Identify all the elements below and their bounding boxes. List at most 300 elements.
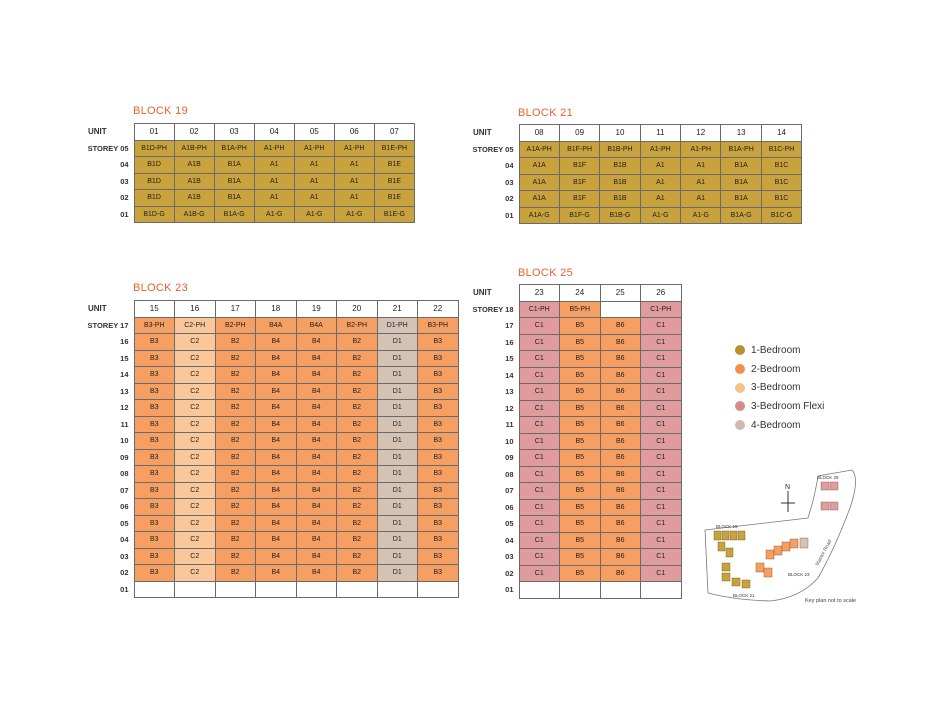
storey-row (84, 466, 458, 483)
unit-type-cell: C1 (641, 516, 682, 533)
unit-type-cell: B2 (337, 334, 378, 351)
unit-type-cell: B1C-PH (761, 141, 801, 158)
unit-type-cell: D1 (377, 350, 418, 367)
unit-type-cell: B1A (214, 157, 254, 174)
unit-number: 09 (559, 125, 599, 142)
storey-label: 11 (469, 417, 519, 434)
unit-type-cell: B2 (337, 482, 378, 499)
unit-type-cell: A1 (681, 191, 721, 208)
unit-type-cell: B4 (296, 416, 337, 433)
unit-type-cell: A1-PH (294, 140, 334, 157)
unit-type-cell: B6 (600, 433, 641, 450)
unit-type-cell (337, 581, 378, 598)
unit-type-cell (215, 581, 256, 598)
storey-row (84, 173, 415, 190)
storey-label: STOREY 05 (84, 140, 134, 157)
unit-type-cell: A1-PH (254, 140, 294, 157)
unit-type-cell: C2 (175, 383, 216, 400)
unit-type-cell: B4 (296, 548, 337, 565)
unit-type-cell: C1 (519, 433, 560, 450)
unit-type-cell: B5 (560, 318, 601, 335)
unit-type-cell: B2 (337, 532, 378, 549)
storey-label: 04 (84, 157, 134, 174)
unit-type-cell: B3 (134, 466, 175, 483)
legend-item-1br (735, 341, 824, 360)
unit-type-cell: B2 (215, 532, 256, 549)
unit-type-cell: A1 (294, 157, 334, 174)
unit-type-cell: B2 (337, 548, 378, 565)
unit-type-cell: C1 (519, 532, 560, 549)
unit-number: 11 (640, 125, 680, 142)
unit-number: 17 (215, 301, 256, 318)
unit-type-cell: B2 (215, 482, 256, 499)
unit-type-cell: A1 (334, 173, 374, 190)
unit-type-cell: B1A (721, 158, 761, 175)
storey-row (469, 549, 681, 566)
unit-type-cell: B5 (560, 532, 601, 549)
unit-type-cell: B1D (134, 157, 174, 174)
unit-type-cell: B6 (600, 417, 641, 434)
block-21-title: BLOCK 21 (518, 107, 573, 119)
block-19-table (84, 123, 415, 223)
storey-label: 02 (84, 565, 134, 582)
unit-type-cell: D1 (377, 367, 418, 384)
unit-type-cell: B1E (374, 173, 414, 190)
unit-type-cell: C1 (519, 516, 560, 533)
north-arrow-icon (781, 491, 795, 512)
unit-type-cell: B5 (560, 433, 601, 450)
storey-row (469, 433, 681, 450)
unit-type-cell: A1-PH (334, 140, 374, 157)
unit-type-cell: B1E-PH (374, 140, 414, 157)
unit-type-cell: B1A (721, 191, 761, 208)
unit-type-cell: B4 (296, 433, 337, 450)
storey-row (469, 582, 681, 599)
unit-type-cell: B6 (600, 334, 641, 351)
unit-type-cell: B4 (256, 466, 297, 483)
unit-type-cell: C1 (519, 367, 560, 384)
unit-type-cell: B2 (215, 416, 256, 433)
unit-type-cell: B4 (256, 449, 297, 466)
unit-type-cell: A1 (294, 173, 334, 190)
unit-type-cell: A1-G (334, 206, 374, 223)
unit-type-cell: A1A (519, 174, 559, 191)
unit-type-cell: B3 (418, 565, 459, 582)
storey-label: STOREY 05 (469, 141, 519, 158)
storey-label: 15 (84, 350, 134, 367)
unit-type-cell: B4 (256, 565, 297, 582)
unit-number: 18 (256, 301, 297, 318)
storey-label: 12 (469, 400, 519, 417)
unit-type-cell (377, 581, 418, 598)
storey-label: 10 (469, 433, 519, 450)
storey-row (84, 367, 458, 384)
keyplan-block21-label: BLOCK 21 (733, 593, 755, 598)
unit-type-cell: C1 (641, 367, 682, 384)
unit-type-cell: A1-PH (681, 141, 721, 158)
unit-type-cell: C2 (175, 565, 216, 582)
block-21-table (469, 124, 802, 224)
unit-type-cell: B3 (134, 433, 175, 450)
unit-type-cell: C2 (175, 482, 216, 499)
unit-type-cell: D1 (377, 334, 418, 351)
legend-label: 1-Bedroom (751, 344, 801, 356)
unit-type-cell: B3 (418, 367, 459, 384)
unit-type-cell: A1A-PH (519, 141, 559, 158)
unit-type-cell: A1B-PH (174, 140, 214, 157)
key-plan-map (700, 468, 890, 613)
storey-label: 04 (84, 532, 134, 549)
storey-row (469, 450, 681, 467)
storey-label: 02 (469, 191, 519, 208)
unit-type-cell: B1F-PH (559, 141, 599, 158)
storey-label: 02 (469, 565, 519, 582)
storey-label: 08 (84, 466, 134, 483)
unit-type-cell: B1A (721, 174, 761, 191)
legend-dot (735, 345, 745, 355)
legend-label: 3-Bedroom Flexi (751, 400, 825, 412)
unit-type-cell: B1F (559, 158, 599, 175)
storey-label: 03 (84, 173, 134, 190)
unit-type-cell: B5 (560, 549, 601, 566)
unit-type-cell: C1 (641, 400, 682, 417)
unit-type-cell: B1F-G (559, 207, 599, 224)
unit-type-cell: B4A (296, 317, 337, 334)
unit-type-cell: C2 (175, 499, 216, 516)
unit-type-cell: A1-G (640, 207, 680, 224)
unit-number: 03 (214, 124, 254, 141)
storey-row (469, 351, 681, 368)
storey-row (469, 334, 681, 351)
unit-type-cell: B4 (296, 400, 337, 417)
unit-type-cell: C1 (641, 433, 682, 450)
legend-item-4br (735, 416, 824, 435)
unit-type-cell: B3 (134, 416, 175, 433)
unit-type-cell: A1 (640, 158, 680, 175)
unit-type-cell: B3 (418, 449, 459, 466)
unit-type-cell: B1A-PH (214, 140, 254, 157)
unit-type-cell: B2 (337, 367, 378, 384)
unit-type-cell: B3 (418, 334, 459, 351)
unit-number: 14 (761, 125, 801, 142)
unit-type-cell: B2 (337, 466, 378, 483)
storey-row (469, 499, 681, 516)
storey-row (469, 207, 802, 224)
unit-type-cell (134, 581, 175, 598)
unit-type-cell: B2 (215, 449, 256, 466)
storey-row (469, 532, 681, 549)
unit-label: UNIT (84, 301, 134, 318)
unit-type-cell: B6 (600, 351, 641, 368)
unit-type-cell: C1 (641, 334, 682, 351)
unit-type-cell: B1B-G (600, 207, 640, 224)
unit-type-cell: D1 (377, 532, 418, 549)
storey-label: 16 (469, 334, 519, 351)
unit-number: 06 (334, 124, 374, 141)
unit-type-cell: B3 (134, 400, 175, 417)
unit-type-cell: C1 (519, 334, 560, 351)
unit-type-cell: C1 (641, 384, 682, 401)
unit-type-cell: B3 (418, 383, 459, 400)
unit-type-cell: B4 (296, 334, 337, 351)
block-25-table (469, 284, 682, 599)
storey-row (84, 581, 458, 598)
storey-row (469, 301, 681, 318)
storey-label: 07 (469, 483, 519, 500)
keyplan-note: Key plan not to scale (805, 598, 857, 604)
unit-type-cell: B5 (560, 400, 601, 417)
unit-type-cell: B5 (560, 516, 601, 533)
storey-label: 03 (84, 548, 134, 565)
unit-type-cell: B3 (418, 433, 459, 450)
storey-label: 08 (469, 466, 519, 483)
unit-header-row (84, 301, 458, 318)
unit-type-cell: B4 (296, 367, 337, 384)
storey-label: 01 (84, 581, 134, 598)
unit-type-cell: B5-PH (560, 301, 601, 318)
unit-type-cell: B1C (761, 158, 801, 175)
storey-label: STOREY 17 (84, 317, 134, 334)
unit-type-cell: D1 (377, 499, 418, 516)
unit-type-cell: C1 (641, 417, 682, 434)
unit-number: 21 (377, 301, 418, 318)
unit-type-cell: B3 (134, 532, 175, 549)
unit-type-cell: B6 (600, 532, 641, 549)
unit-type-cell: A1 (254, 190, 294, 207)
unit-type-cell: B5 (560, 367, 601, 384)
unit-type-cell: C1 (641, 450, 682, 467)
unit-label: UNIT (469, 125, 519, 142)
unit-type-cell: B1B (600, 158, 640, 175)
legend-dot (735, 383, 745, 393)
unit-type-cell: B3 (418, 532, 459, 549)
unit-type-cell: B3 (134, 499, 175, 516)
storey-label: STOREY 18 (469, 301, 519, 318)
storey-label: 10 (84, 433, 134, 450)
unit-number: 22 (418, 301, 459, 318)
keyplan-block23-label: BLOCK 23 (788, 572, 810, 577)
storey-label: 03 (469, 174, 519, 191)
unit-type-cell: B3 (134, 449, 175, 466)
unit-type-cell: B3 (418, 400, 459, 417)
storey-row (84, 433, 458, 450)
unit-number: 07 (374, 124, 414, 141)
storey-row (469, 565, 681, 582)
unit-type-cell: B2 (337, 449, 378, 466)
unit-type-cell: C2 (175, 515, 216, 532)
unit-type-cell: B1D-PH (134, 140, 174, 157)
unit-type-cell: B4 (296, 383, 337, 400)
storey-row (469, 384, 681, 401)
unit-type-cell (519, 582, 560, 599)
unit-type-cell: B6 (600, 499, 641, 516)
unit-type-cell: B2 (337, 565, 378, 582)
legend-item-2br (735, 360, 824, 379)
unit-type-cell: B2 (215, 383, 256, 400)
unit-type-cell: B5 (560, 417, 601, 434)
unit-header-row (84, 124, 415, 141)
unit-type-cell: B4 (256, 532, 297, 549)
unit-type-cell: C2 (175, 334, 216, 351)
storey-label: 06 (84, 499, 134, 516)
unit-type-cell: A1-G (294, 206, 334, 223)
north-label: N (785, 484, 791, 491)
storey-label: 17 (469, 318, 519, 335)
unit-number: 24 (560, 285, 601, 302)
storey-row (84, 548, 458, 565)
legend-label: 2-Bedroom (751, 363, 801, 375)
keyplan-road-label: Mactor Road (814, 538, 834, 567)
legend-label: 4-Bedroom (751, 419, 801, 431)
storey-label: 14 (84, 367, 134, 384)
unit-type-cell: B4 (296, 449, 337, 466)
keyplan-block25-label: BLOCK 25 (817, 475, 839, 480)
storey-label: 13 (84, 383, 134, 400)
unit-type-cell: B2 (215, 367, 256, 384)
keyplan-block19-label: BLOCK 19 (716, 524, 738, 529)
unit-type-cell: A1 (681, 174, 721, 191)
unit-type-cell: A1 (294, 190, 334, 207)
storey-row (469, 400, 681, 417)
unit-type-cell: B6 (600, 549, 641, 566)
storey-row (469, 417, 681, 434)
unit-type-cell: B3 (418, 466, 459, 483)
unit-type-cell: B1E-G (374, 206, 414, 223)
unit-number: 05 (294, 124, 334, 141)
legend-label: 3-Bedroom (751, 382, 801, 394)
storey-row (84, 350, 458, 367)
unit-type-cell: B2 (215, 433, 256, 450)
unit-type-cell: B1B-PH (600, 141, 640, 158)
unit-type-cell: A1 (640, 191, 680, 208)
unit-number: 04 (254, 124, 294, 141)
unit-type-cell: B3 (418, 548, 459, 565)
unit-type-cell: C1 (519, 466, 560, 483)
unit-type-cell: B6 (600, 400, 641, 417)
storey-row (469, 191, 802, 208)
unit-type-cell: B4 (256, 350, 297, 367)
storey-row (84, 565, 458, 582)
unit-type-cell: B3 (134, 515, 175, 532)
unit-type-cell: C2 (175, 449, 216, 466)
storey-label: 16 (84, 334, 134, 351)
unit-type-cell: C2 (175, 367, 216, 384)
unit-type-cell: B4 (296, 350, 337, 367)
storey-row (84, 449, 458, 466)
unit-type-cell: C2 (175, 433, 216, 450)
unit-number: 12 (681, 125, 721, 142)
unit-type-cell: B6 (600, 565, 641, 582)
unit-type-cell: C1-PH (519, 301, 560, 318)
storey-label: 01 (84, 206, 134, 223)
storey-label: 09 (469, 450, 519, 467)
unit-type-cell: B2 (215, 499, 256, 516)
unit-type-cell: C1 (519, 565, 560, 582)
unit-type-cell: B2 (215, 515, 256, 532)
unit-type-cell: B6 (600, 516, 641, 533)
unit-type-cell: C1 (641, 532, 682, 549)
unit-type-cell (418, 581, 459, 598)
storey-label: 01 (469, 207, 519, 224)
unit-type-cell: A1-G (254, 206, 294, 223)
legend-dot (735, 401, 745, 411)
unit-type-cell: B2 (215, 565, 256, 582)
storey-row (84, 400, 458, 417)
unit-type-cell: B1B (600, 174, 640, 191)
unit-type-cell: B3 (418, 482, 459, 499)
unit-type-cell: B6 (600, 318, 641, 335)
storey-row (84, 140, 415, 157)
storey-label: 13 (469, 384, 519, 401)
unit-type-cell: B1F (559, 191, 599, 208)
unit-type-cell: B6 (600, 483, 641, 500)
storey-row (84, 499, 458, 516)
block-25-title: BLOCK 25 (518, 267, 573, 279)
storey-label: 12 (84, 400, 134, 417)
storey-row (469, 174, 802, 191)
unit-type-cell: B2 (215, 350, 256, 367)
unit-type-cell: B3 (418, 416, 459, 433)
unit-type-cell: A1A (519, 191, 559, 208)
unit-type-cell: D1 (377, 400, 418, 417)
unit-type-cell: A1 (334, 190, 374, 207)
unit-type-cell: B3-PH (134, 317, 175, 334)
unit-type-cell: A1B-G (174, 206, 214, 223)
unit-type-cell: B3 (134, 350, 175, 367)
unit-type-cell: B3 (134, 383, 175, 400)
unit-type-cell: B4 (296, 499, 337, 516)
unit-type-cell: B2-PH (337, 317, 378, 334)
unit-number: 16 (175, 301, 216, 318)
unit-type-cell: C1-PH (641, 301, 682, 318)
storey-row (469, 141, 802, 158)
unit-type-cell: A1-G (681, 207, 721, 224)
unit-type-cell: B1F (559, 174, 599, 191)
unit-number: 20 (337, 301, 378, 318)
unit-type-cell: B1C (761, 191, 801, 208)
storey-row (84, 416, 458, 433)
unit-type-cell: B2 (337, 515, 378, 532)
unit-type-cell: B4A (256, 317, 297, 334)
unit-type-cell: B2 (337, 383, 378, 400)
unit-type-cell: D1 (377, 383, 418, 400)
unit-type-cell: B2 (337, 400, 378, 417)
unit-type-cell: B2 (337, 350, 378, 367)
unit-type-cell: B4 (296, 482, 337, 499)
unit-number: 25 (600, 285, 641, 302)
unit-label: UNIT (84, 124, 134, 141)
unit-type-cell: C2 (175, 466, 216, 483)
unit-header-row (469, 285, 681, 302)
unit-type-cell: D1 (377, 565, 418, 582)
unit-type-cell: B1D-G (134, 206, 174, 223)
storey-label: 04 (469, 532, 519, 549)
unit-type-cell: B5 (560, 351, 601, 368)
unit-type-cell: A1 (254, 157, 294, 174)
unit-type-cell: B2 (215, 334, 256, 351)
unit-type-cell: B3 (418, 350, 459, 367)
unit-type-cell: D1-PH (377, 317, 418, 334)
unit-type-cell: D1 (377, 482, 418, 499)
unit-type-cell: B2 (337, 499, 378, 516)
storey-row (84, 482, 458, 499)
unit-type-cell: A1 (254, 173, 294, 190)
storey-row (84, 515, 458, 532)
storey-label: 03 (469, 549, 519, 566)
unit-type-cell: B3 (134, 482, 175, 499)
unit-type-cell: B2 (337, 433, 378, 450)
unit-type-cell: C2 (175, 416, 216, 433)
